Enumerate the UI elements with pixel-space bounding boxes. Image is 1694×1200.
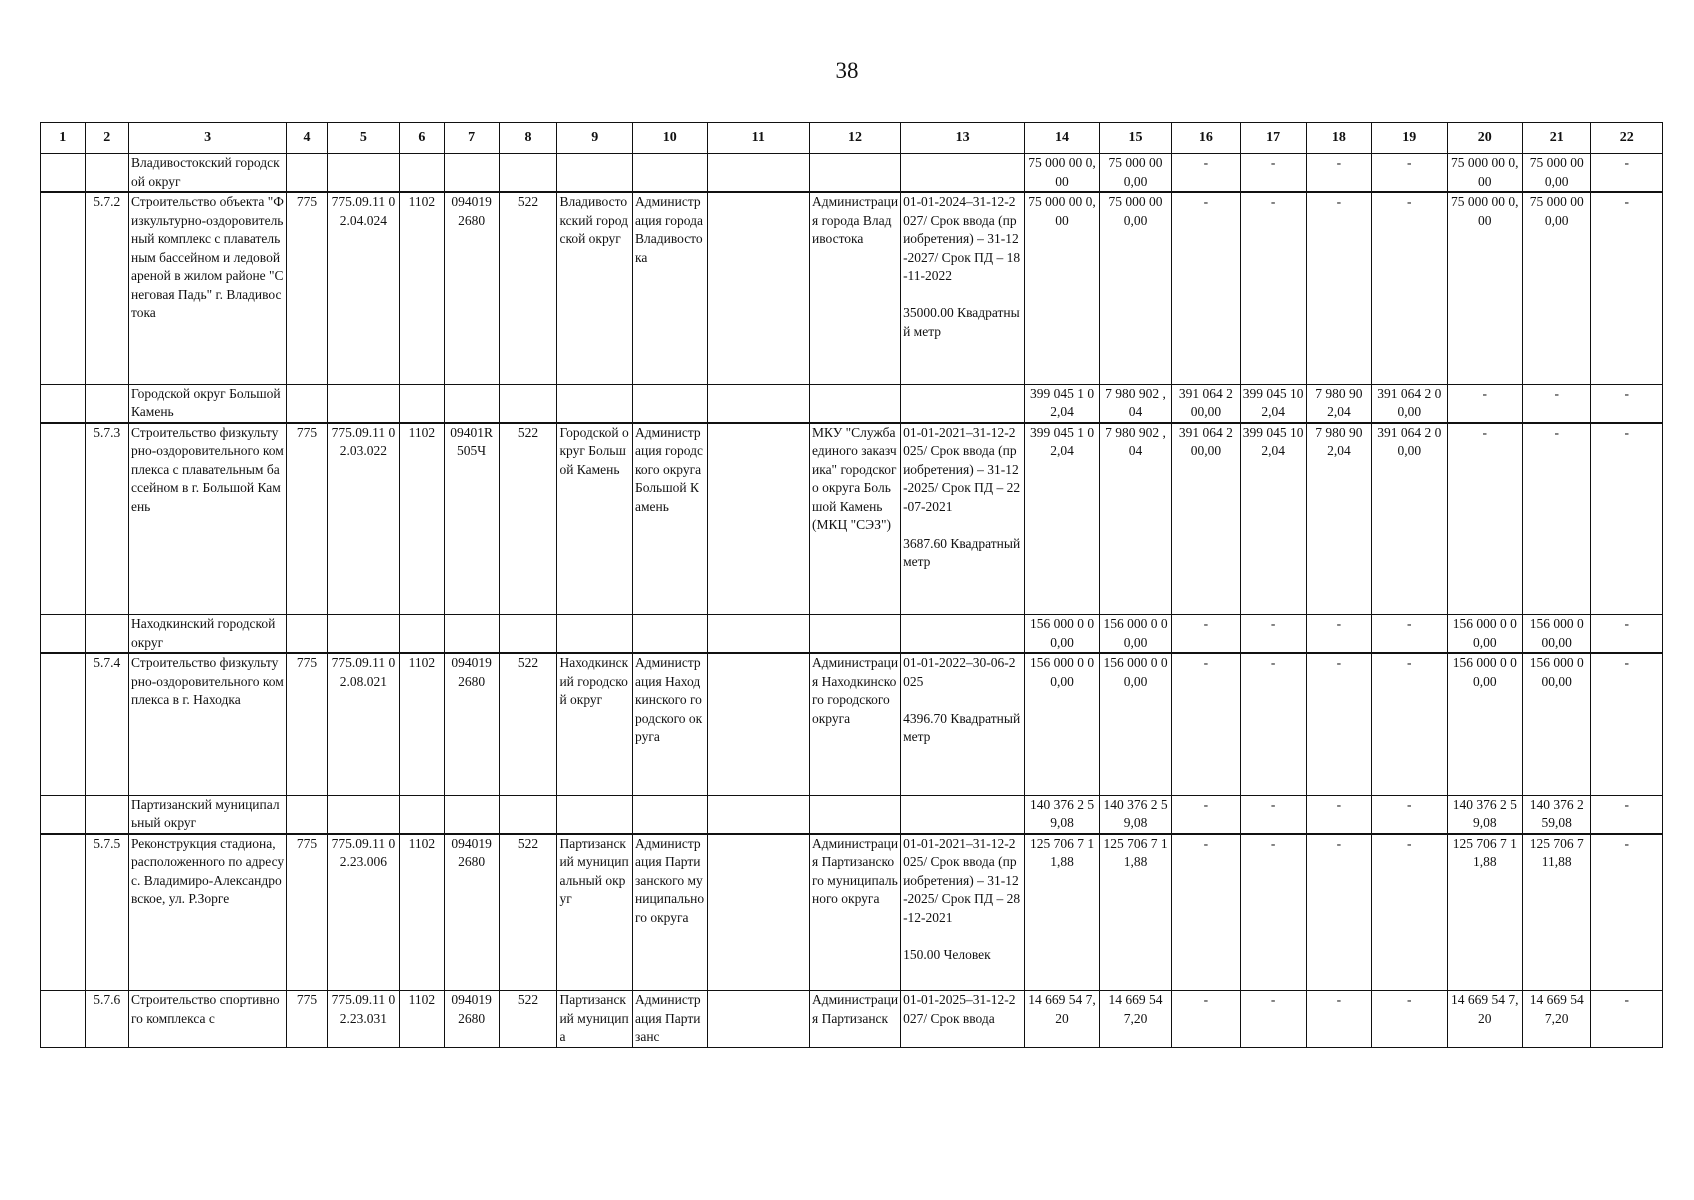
cell-col-17: 399 045 102,04 — [1240, 384, 1306, 423]
column-header-21: 21 — [1523, 123, 1591, 154]
column-header-7: 7 — [444, 123, 499, 154]
cell-col-10 — [633, 795, 708, 834]
cell-col-1 — [41, 991, 86, 1048]
column-header-10: 10 — [633, 123, 708, 154]
column-header-20: 20 — [1447, 123, 1523, 154]
cell-col-9 — [557, 384, 633, 423]
cell-col-9 — [557, 795, 633, 834]
cell-col-2 — [85, 154, 128, 193]
cell-col-12: Администрация Партизанского муниципального округа — [809, 834, 900, 991]
cell-col-19: - — [1371, 615, 1447, 654]
cell-col-15: 140 376 2 59,08 — [1099, 795, 1171, 834]
cell-col-7: 094019 2680 — [444, 834, 499, 991]
cell-col-1 — [41, 384, 86, 423]
cell-col-8: 522 — [499, 834, 557, 991]
cell-col-13: 01-01-2024–31-12-2027/ Срок ввода (приобретения) – 31-12-2027/ Срок ПД – 18-11-2022 35000.00 Квадратный метр — [901, 192, 1025, 384]
column-header-2: 2 — [85, 123, 128, 154]
cell-col-10: Администрация городского округа Большой Камень — [633, 423, 708, 615]
cell-col-1 — [41, 154, 86, 193]
cell-col-18: - — [1306, 991, 1371, 1048]
cell-col-17: - — [1240, 653, 1306, 795]
cell-col-5: 775.09.11 02.08.021 — [327, 653, 399, 795]
cell-col-13 — [901, 795, 1025, 834]
cell-col-8: 522 — [499, 653, 557, 795]
cell-col-12: МКУ "Служба единого заказчика" городского округа Большой Камень (МКЦ "СЭЗ") — [809, 423, 900, 615]
cell-col-19: - — [1371, 653, 1447, 795]
header-row — [41, 123, 1663, 154]
cell-col-16: 391 064 2 00,00 — [1172, 384, 1240, 423]
cell-col-3: Находкинский городской округ — [128, 615, 286, 654]
column-header-12: 12 — [809, 123, 900, 154]
cell-col-18: - — [1306, 653, 1371, 795]
cell-col-18: - — [1306, 795, 1371, 834]
cell-col-6: 1102 — [400, 991, 445, 1048]
cell-col-7 — [444, 384, 499, 423]
cell-col-19: 391 064 2 00,00 — [1371, 423, 1447, 615]
cell-col-16: - — [1172, 795, 1240, 834]
cell-col-22: - — [1591, 834, 1663, 991]
column-header-22: 22 — [1591, 123, 1663, 154]
cell-col-20: 75 000 00 0,00 — [1447, 192, 1523, 384]
column-header-1: 1 — [41, 123, 86, 154]
cell-col-22: - — [1591, 615, 1663, 654]
cell-col-21: 156 000 0 00,00 — [1523, 615, 1591, 654]
cell-col-12 — [809, 384, 900, 423]
cell-col-21: - — [1523, 423, 1591, 615]
column-header-11: 11 — [707, 123, 809, 154]
cell-col-8 — [499, 384, 557, 423]
cell-col-2 — [85, 795, 128, 834]
cell-col-21: 156 000 0 00,00 — [1523, 653, 1591, 795]
cell-col-22: - — [1591, 154, 1663, 193]
cell-col-1 — [41, 192, 86, 384]
column-header-9: 9 — [557, 123, 633, 154]
cell-col-20: - — [1447, 423, 1523, 615]
cell-col-7: 094019 2680 — [444, 192, 499, 384]
cell-col-14: 399 045 1 02,04 — [1025, 423, 1100, 615]
cell-col-16: - — [1172, 834, 1240, 991]
cell-col-15: 14 669 54 7,20 — [1099, 991, 1171, 1048]
cell-col-17: 399 045 102,04 — [1240, 423, 1306, 615]
cell-col-5 — [327, 384, 399, 423]
cell-col-3: Владивостокский городской округ — [128, 154, 286, 193]
cell-col-15: 75 000 00 0,00 — [1099, 192, 1171, 384]
cell-col-17: - — [1240, 834, 1306, 991]
cell-col-14: 125 706 7 11,88 — [1025, 834, 1100, 991]
cell-col-1 — [41, 834, 86, 991]
cell-col-6: 1102 — [400, 192, 445, 384]
cell-col-4: 775 — [287, 192, 327, 384]
cell-col-17: - — [1240, 192, 1306, 384]
cell-col-19: - — [1371, 991, 1447, 1048]
cell-col-19: - — [1371, 834, 1447, 991]
cell-col-18: - — [1306, 154, 1371, 193]
column-header-5: 5 — [327, 123, 399, 154]
cell-col-9: Владивостокский городской округ — [557, 192, 633, 384]
cell-col-5 — [327, 615, 399, 654]
cell-col-7: 09401R 505Ч — [444, 423, 499, 615]
cell-col-15: 75 000 00 0,00 — [1099, 154, 1171, 193]
cell-col-21: - — [1523, 384, 1591, 423]
cell-col-12: Администрация Партизанск — [809, 991, 900, 1048]
cell-col-8 — [499, 615, 557, 654]
cell-col-3: Строительство физкультурно-оздоровительного комплекса с плавательным бассейном в г. Большой Камень — [128, 423, 286, 615]
cell-col-10: Администрация Партизанского муниципального округа — [633, 834, 708, 991]
cell-col-2: 5.7.2 — [85, 192, 128, 384]
cell-col-2 — [85, 615, 128, 654]
cell-col-21: 140 376 2 59,08 — [1523, 795, 1591, 834]
cell-col-21: 75 000 00 0,00 — [1523, 154, 1591, 193]
cell-col-12 — [809, 154, 900, 193]
cell-col-5: 775.09.11 02.23.031 — [327, 991, 399, 1048]
cell-col-13: 01-01-2021–31-12-2025/ Срок ввода (приобретения) – 31-12-2025/ Срок ПД – 28-12-2021 150.00 Человек — [901, 834, 1025, 991]
cell-col-8 — [499, 795, 557, 834]
cell-col-16: - — [1172, 653, 1240, 795]
cell-col-20: 75 000 00 0,00 — [1447, 154, 1523, 193]
cell-col-3: Строительство спортивного комплекса с — [128, 991, 286, 1048]
cell-col-15: 156 000 0 00,00 — [1099, 615, 1171, 654]
cell-col-2: 5.7.3 — [85, 423, 128, 615]
cell-col-22: - — [1591, 423, 1663, 615]
column-header-13: 13 — [901, 123, 1025, 154]
table-row — [41, 192, 1663, 384]
cell-col-2: 5.7.5 — [85, 834, 128, 991]
cell-col-22: - — [1591, 192, 1663, 384]
cell-col-8: 522 — [499, 991, 557, 1048]
cell-col-20: 156 000 0 00,00 — [1447, 615, 1523, 654]
cell-col-18: - — [1306, 615, 1371, 654]
cell-col-6: 1102 — [400, 653, 445, 795]
table-row — [41, 834, 1663, 991]
cell-col-4 — [287, 795, 327, 834]
cell-col-4: 775 — [287, 653, 327, 795]
cell-col-12: Администрация Находкинского городского округа — [809, 653, 900, 795]
cell-col-9 — [557, 154, 633, 193]
cell-col-11 — [707, 834, 809, 991]
cell-col-22: - — [1591, 384, 1663, 423]
cell-col-2: 5.7.6 — [85, 991, 128, 1048]
cell-col-22: - — [1591, 653, 1663, 795]
cell-col-19: - — [1371, 192, 1447, 384]
cell-col-2: 5.7.4 — [85, 653, 128, 795]
cell-col-11 — [707, 991, 809, 1048]
cell-col-10 — [633, 384, 708, 423]
cell-col-15: 7 980 902 ,04 — [1099, 423, 1171, 615]
cell-col-13 — [901, 615, 1025, 654]
cell-col-21: 125 706 7 11,88 — [1523, 834, 1591, 991]
subtotal-row — [41, 795, 1663, 834]
table-row — [41, 423, 1663, 615]
cell-col-14: 399 045 1 02,04 — [1025, 384, 1100, 423]
subtotal-row — [41, 384, 1663, 423]
cell-col-9: Партизанский муниципальный округ — [557, 834, 633, 991]
cell-col-1 — [41, 615, 86, 654]
cell-col-19: - — [1371, 795, 1447, 834]
cell-col-16: 391 064 2 00,00 — [1172, 423, 1240, 615]
cell-col-6: 1102 — [400, 834, 445, 991]
cell-col-18: 7 980 90 2,04 — [1306, 423, 1371, 615]
column-header-6: 6 — [400, 123, 445, 154]
cell-col-9: Городской округ Большой Камень — [557, 423, 633, 615]
cell-col-5: 775.09.11 02.23.006 — [327, 834, 399, 991]
cell-col-13 — [901, 384, 1025, 423]
cell-col-15: 7 980 902 ,04 — [1099, 384, 1171, 423]
cell-col-7 — [444, 615, 499, 654]
cell-col-7 — [444, 795, 499, 834]
column-header-3: 3 — [128, 123, 286, 154]
cell-col-12 — [809, 615, 900, 654]
cell-col-15: 156 000 0 00,00 — [1099, 653, 1171, 795]
cell-col-8: 522 — [499, 192, 557, 384]
cell-col-10: Администрация города Владивостока — [633, 192, 708, 384]
cell-col-4: 775 — [287, 834, 327, 991]
cell-col-11 — [707, 653, 809, 795]
table-body — [41, 154, 1663, 1048]
table-row — [41, 991, 1663, 1048]
cell-col-10 — [633, 154, 708, 193]
cell-col-13: 01-01-2021–31-12-2025/ Срок ввода (приобретения) – 31-12-2025/ Срок ПД – 22-07-2021 3687.60 Квадратный метр — [901, 423, 1025, 615]
budget-table — [40, 122, 1663, 1048]
cell-col-5 — [327, 795, 399, 834]
subtotal-row — [41, 154, 1663, 193]
column-header-8: 8 — [499, 123, 557, 154]
cell-col-22: - — [1591, 795, 1663, 834]
column-header-14: 14 — [1025, 123, 1100, 154]
cell-col-14: 75 000 00 0,00 — [1025, 154, 1100, 193]
cell-col-10: Администрация Партизанс — [633, 991, 708, 1048]
cell-col-14: 140 376 2 59,08 — [1025, 795, 1100, 834]
cell-col-11 — [707, 423, 809, 615]
cell-col-6 — [400, 615, 445, 654]
cell-col-22: - — [1591, 991, 1663, 1048]
cell-col-3: Городской округ Большой Камень — [128, 384, 286, 423]
cell-col-9 — [557, 615, 633, 654]
cell-col-5: 775.09.11 02.04.024 — [327, 192, 399, 384]
cell-col-7: 094019 2680 — [444, 653, 499, 795]
cell-col-4 — [287, 154, 327, 193]
cell-col-10 — [633, 615, 708, 654]
cell-col-16: - — [1172, 192, 1240, 384]
cell-col-9: Партизанский муниципа — [557, 991, 633, 1048]
column-header-15: 15 — [1099, 123, 1171, 154]
cell-col-3: Реконструкция стадиона, расположенного по адресу с. Владимиро-Александровское, ул. Р.Зорге — [128, 834, 286, 991]
cell-col-4: 775 — [287, 423, 327, 615]
cell-col-7: 094019 2680 — [444, 991, 499, 1048]
cell-col-6 — [400, 795, 445, 834]
cell-col-21: 75 000 00 0,00 — [1523, 192, 1591, 384]
cell-col-6 — [400, 154, 445, 193]
cell-col-20: 156 000 0 00,00 — [1447, 653, 1523, 795]
cell-col-4 — [287, 384, 327, 423]
cell-col-16: - — [1172, 991, 1240, 1048]
cell-col-8 — [499, 154, 557, 193]
cell-col-6 — [400, 384, 445, 423]
column-header-4: 4 — [287, 123, 327, 154]
cell-col-18: - — [1306, 192, 1371, 384]
column-header-17: 17 — [1240, 123, 1306, 154]
cell-col-13: 01-01-2025–31-12-2027/ Срок ввода — [901, 991, 1025, 1048]
cell-col-5: 775.09.11 02.03.022 — [327, 423, 399, 615]
cell-col-18: 7 980 90 2,04 — [1306, 384, 1371, 423]
cell-col-12: Администрация города Владивостока — [809, 192, 900, 384]
cell-col-3: Строительство объекта "Физкультурно-оздоровительный комплекс с плавательным бассейном и ледовой ареной в жилом районе "Снеговая Падь" г. Владивостока — [128, 192, 286, 384]
cell-col-10: Администрация Находкинского городского округа — [633, 653, 708, 795]
column-header-18: 18 — [1306, 123, 1371, 154]
cell-col-1 — [41, 795, 86, 834]
cell-col-19: 391 064 2 00,00 — [1371, 384, 1447, 423]
cell-col-1 — [41, 653, 86, 795]
cell-col-20: 140 376 2 59,08 — [1447, 795, 1523, 834]
cell-col-14: 156 000 0 00,00 — [1025, 615, 1100, 654]
cell-col-4: 775 — [287, 991, 327, 1048]
cell-col-20: 125 706 7 11,88 — [1447, 834, 1523, 991]
cell-col-14: 156 000 0 00,00 — [1025, 653, 1100, 795]
cell-col-19: - — [1371, 154, 1447, 193]
cell-col-16: - — [1172, 615, 1240, 654]
cell-col-18: - — [1306, 834, 1371, 991]
cell-col-20: - — [1447, 384, 1523, 423]
page-number: 38 — [835, 58, 859, 83]
cell-col-6: 1102 — [400, 423, 445, 615]
cell-col-15: 125 706 7 11,88 — [1099, 834, 1171, 991]
cell-col-11 — [707, 384, 809, 423]
cell-col-11 — [707, 192, 809, 384]
column-header-19: 19 — [1371, 123, 1447, 154]
cell-col-21: 14 669 54 7,20 — [1523, 991, 1591, 1048]
cell-col-3: Строительство физкультурно-оздоровительного комплекса в г. Находка — [128, 653, 286, 795]
cell-col-3: Партизанский муниципальный округ — [128, 795, 286, 834]
cell-col-11 — [707, 615, 809, 654]
cell-col-14: 75 000 00 0,00 — [1025, 192, 1100, 384]
cell-col-11 — [707, 795, 809, 834]
cell-col-17: - — [1240, 154, 1306, 193]
cell-col-13 — [901, 154, 1025, 193]
cell-col-11 — [707, 154, 809, 193]
cell-col-4 — [287, 615, 327, 654]
cell-col-13: 01-01-2022–30-06-2025 4396.70 Квадратный метр — [901, 653, 1025, 795]
column-header-16: 16 — [1172, 123, 1240, 154]
cell-col-5 — [327, 154, 399, 193]
cell-col-14: 14 669 54 7,20 — [1025, 991, 1100, 1048]
cell-col-2 — [85, 384, 128, 423]
cell-col-1 — [41, 423, 86, 615]
cell-col-8: 522 — [499, 423, 557, 615]
cell-col-16: - — [1172, 154, 1240, 193]
subtotal-row — [41, 615, 1663, 654]
cell-col-9: Находкинский городской округ — [557, 653, 633, 795]
cell-col-7 — [444, 154, 499, 193]
cell-col-12 — [809, 795, 900, 834]
table-row — [41, 653, 1663, 795]
cell-col-17: - — [1240, 795, 1306, 834]
cell-col-17: - — [1240, 615, 1306, 654]
cell-col-17: - — [1240, 991, 1306, 1048]
cell-col-20: 14 669 54 7,20 — [1447, 991, 1523, 1048]
